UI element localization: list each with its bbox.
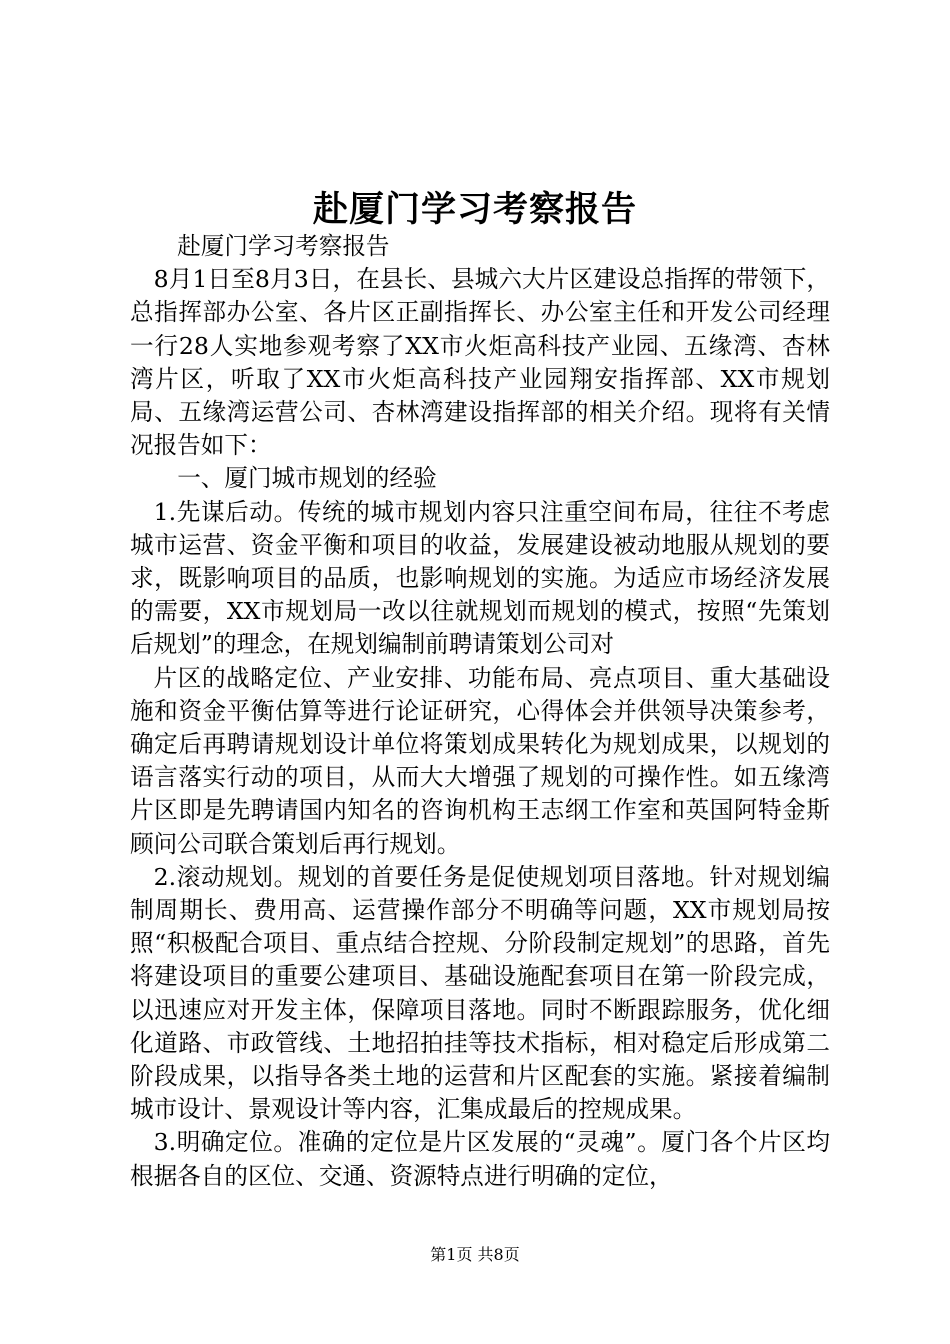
body-paragraph-intro: 8月1日至8月3日，在县长、县城六大片区建设总指挥的带领下，总指挥部办公室、各片区正副指挥长、办公室主任和开发公司经理一行28人实地参观考察了XX市火炬高科技产业园、五缘湾、杏林湾片区，听取了XX市火炬高科技产业园翔安指挥部、XX市规划局、五缘湾运营公司、杏林湾建设指挥部的相关介绍。现将有关情况报告如下：: [130, 265, 830, 460]
document-title: 赴厦门学习考察报告: [312, 189, 637, 230]
body-paragraph-item-2: 2.滚动规划。规划的首要任务是促使规划项目落地。针对规划编制周期长、费用高、运营操作部分不明确等问题，XX市规划局按照“积极配合项目、重点结合控规、分阶段制定规划”的思路，首先将建设项目的重要公建项目、基础设施配套项目在第一阶段完成，以迅速应对开发主体，保障项目落地。同时不断跟踪服务，优化细化道路、市政管线、土地招拍挂等技术指标，相对稳定后形成第二阶段成果，以指导各类土地的运营和片区配套的实施。紧接着编制城市设计、景观设计等内容，汇集成最后的控规成果。: [130, 862, 830, 1124]
page-footer: 第1页 共8页: [430, 1245, 520, 1264]
document-body: [130, 230, 830, 1193]
body-paragraph-item-3: 3.明确定位。准确的定位是片区发展的“灵魂”。厦门各个片区均根据各自的区位、交通、资源特点进行明确的定位，: [130, 1128, 830, 1190]
body-paragraph-item-1-cont: 片区的战略定位、产业安排、功能布局、亮点项目、重大基础设施和资金平衡估算等进行论证研究，心得体会并供领导决策参考，确定后再聘请规划设计单位将策划成果转化为规划成果，以规划的语言落实行动的项目，从而大大增强了规划的可操作性。如五缘湾片区即是先聘请国内知名的咨询机构王志纲工作室和英国阿特金斯顾问公司联合策划后再行规划。: [130, 663, 830, 858]
body-paragraph-heading: 赴厦门学习考察报告: [177, 232, 390, 260]
body-paragraph-item-1: 1.先谋后动。传统的城市规划内容只注重空间布局，往往不考虑城市运营、资金平衡和项目的收益，发展建设被动地服从规划的要求，既影响项目的品质，也影响规划的实施。为适应市场经济发展的需要，XX市规划局一改以往就规划而规划的模式，按照“先策划后规划”的理念，在规划编制前聘请策划公司对: [130, 497, 830, 659]
section-heading: 一、厦门城市规划的经验: [177, 464, 437, 493]
